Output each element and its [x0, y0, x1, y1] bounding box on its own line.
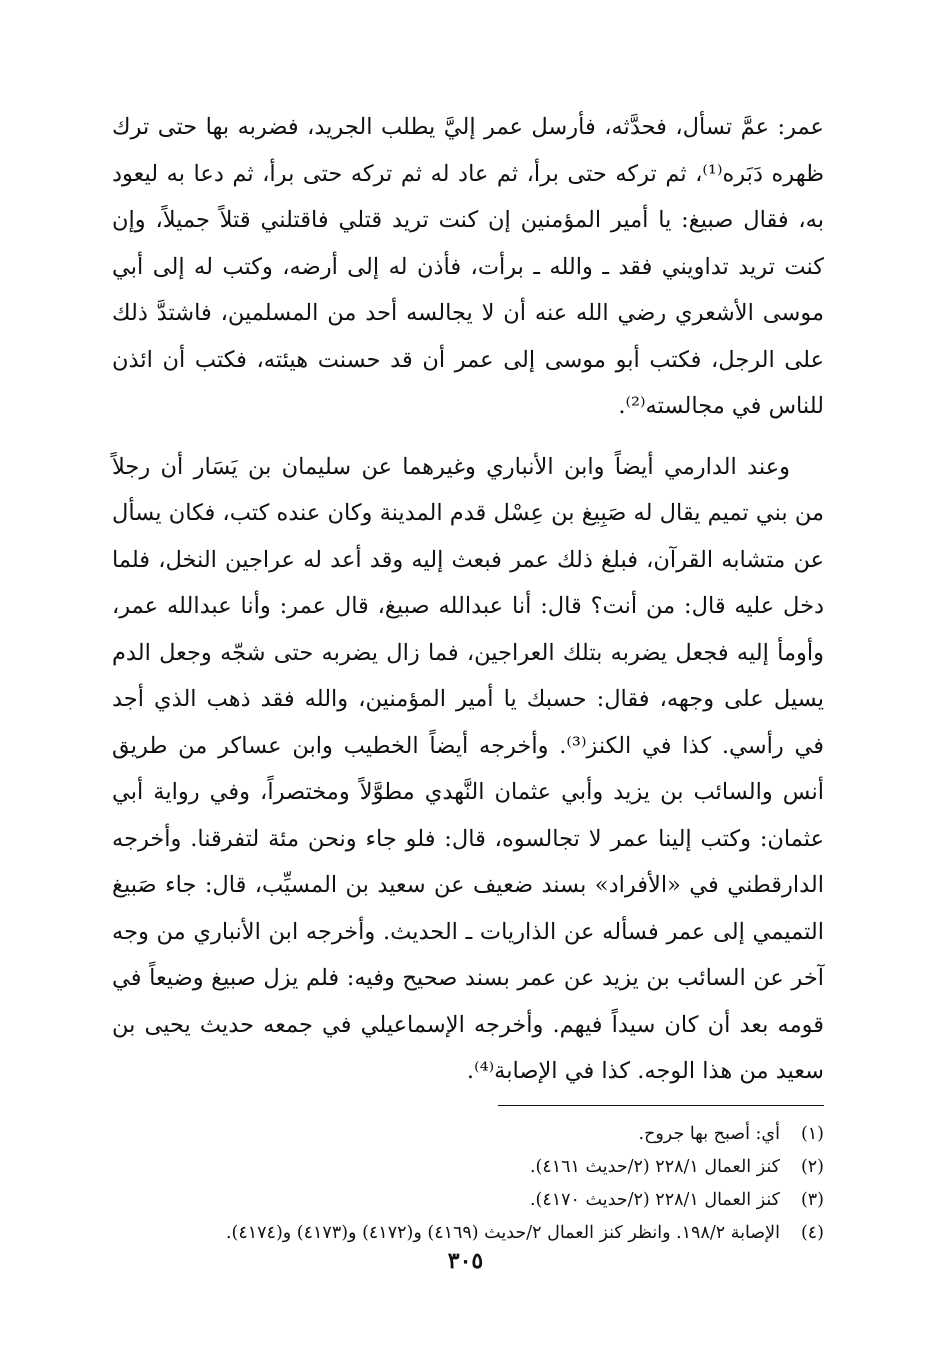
footnote-3 [112, 1184, 824, 1217]
paragraph-1: عمر: عمَّ تسأل، فحدَّثه، فأرسل عمر إليَّ يطلب الجريد، فضربه بها حتى ترك ظهره دَبَره⁽¹⁾، ثم تركه حتى برأ، ثم عاد له ثم تركه حتى برأ، ثم دعا به ليعود به، فقال صبيغ: يا أمير المؤمنين إن كنت تريد قتلي فاقتلني قتلاً جميلاً، وإن كنت تريد تداويني فقد ـ والله ـ برأت، فأذن له إلى أرضه، وكتب له إلى أبي موسى الأشعري رضي الله عنه أن لا يجالسه أحد من المسلمين، فاشتدَّ ذلك على الرجل، فكتب أبو موسى إلى عمر أن قد حسنت هيئته، فكتب أن ائذن للناس في مجالسته⁽²⁾. [112, 114, 824, 419]
main-text [112, 104, 824, 1095]
footnote-separator [498, 1105, 824, 1106]
footnote-1 [112, 1118, 824, 1151]
footnote-number: (٢) [800, 1156, 824, 1177]
footnote-text: أي: أصبح بها جروح. [638, 1123, 780, 1144]
footnote-number: (١) [800, 1123, 824, 1144]
footnotes [112, 1118, 824, 1250]
document-page [112, 104, 824, 1250]
footnote-text: كنز العمال ٢٢٨/١ (٢/حديث ٤١٦١). [529, 1156, 780, 1177]
footnote-text: الإصابة ١٩٨/٢. وانظر كنز العمال ٢/حديث (٤١٦٩) و(٤١٧٢) و(٤١٧٣) و(٤١٧٤). [225, 1222, 780, 1243]
footnote-2 [112, 1151, 824, 1184]
footnote-text: كنز العمال ٢٢٨/١ (٢/حديث ٤١٧٠). [529, 1189, 780, 1210]
footnote-number: (٤) [800, 1222, 824, 1243]
paragraph-2: وعند الدارمي أيضاً وابن الأنباري وغيرهما عن سليمان بن يَسَار أن رجلاً من بني تميم يقال له صَبِيغ بن عِسْل قدم المدينة وكان عنده كتب، فكان يسأل عن متشابه القرآن، فبلغ ذلك عمر فبعث إليه وقد أعد له عراجين النخل، فلما دخل عليه قال: من أنت؟ قال: أنا عبدالله صبيغ، قال عمر: وأنا عبدالله عمر، وأومأ إليه فجعل يضربه بتلك العراجين، فما زال يضربه حتى شجّه وجعل الدم يسيل على وجهه، فقال: حسبك يا أمير المؤمنين، والله فقد ذهب الذي أجد في رأسي. كذا في الكنز⁽³⁾. وأخرجه أيضاً الخطيب وابن عساكر من طريق أنس والسائب بن يزيد وأبي عثمان النَّهدي مطوَّلاً ومختصراً، وفي رواية أبي عثمان: وكتب إلينا عمر لا تجالسوه، قال: فلو جاء ونحن مئة لتفرقنا. وأخرجه الدارقطني في «الأفراد» بسند ضعيف عن سعيد بن المسيِّب، قال: جاء صَبيغ التميمي إلى عمر فسأله عن الذاريات ـ الحديث. وأخرجه ابن الأنباري من وجه آخر عن السائب بن يزيد عن عمر بسند صحيح وفيه: فلم يزل صبيغ وضيعاً في قومه بعد أن كان سيداً فيهم. وأخرجه الإسماعيلي في جمعه حديث يحيى بن سعيد من هذا الوجه. كذا في الإصابة⁽⁴⁾. [112, 453, 824, 1084]
footnote-4 [112, 1217, 824, 1250]
page-number: ٣٠٥ [447, 1248, 484, 1274]
footnote-number: (٣) [800, 1189, 824, 1210]
